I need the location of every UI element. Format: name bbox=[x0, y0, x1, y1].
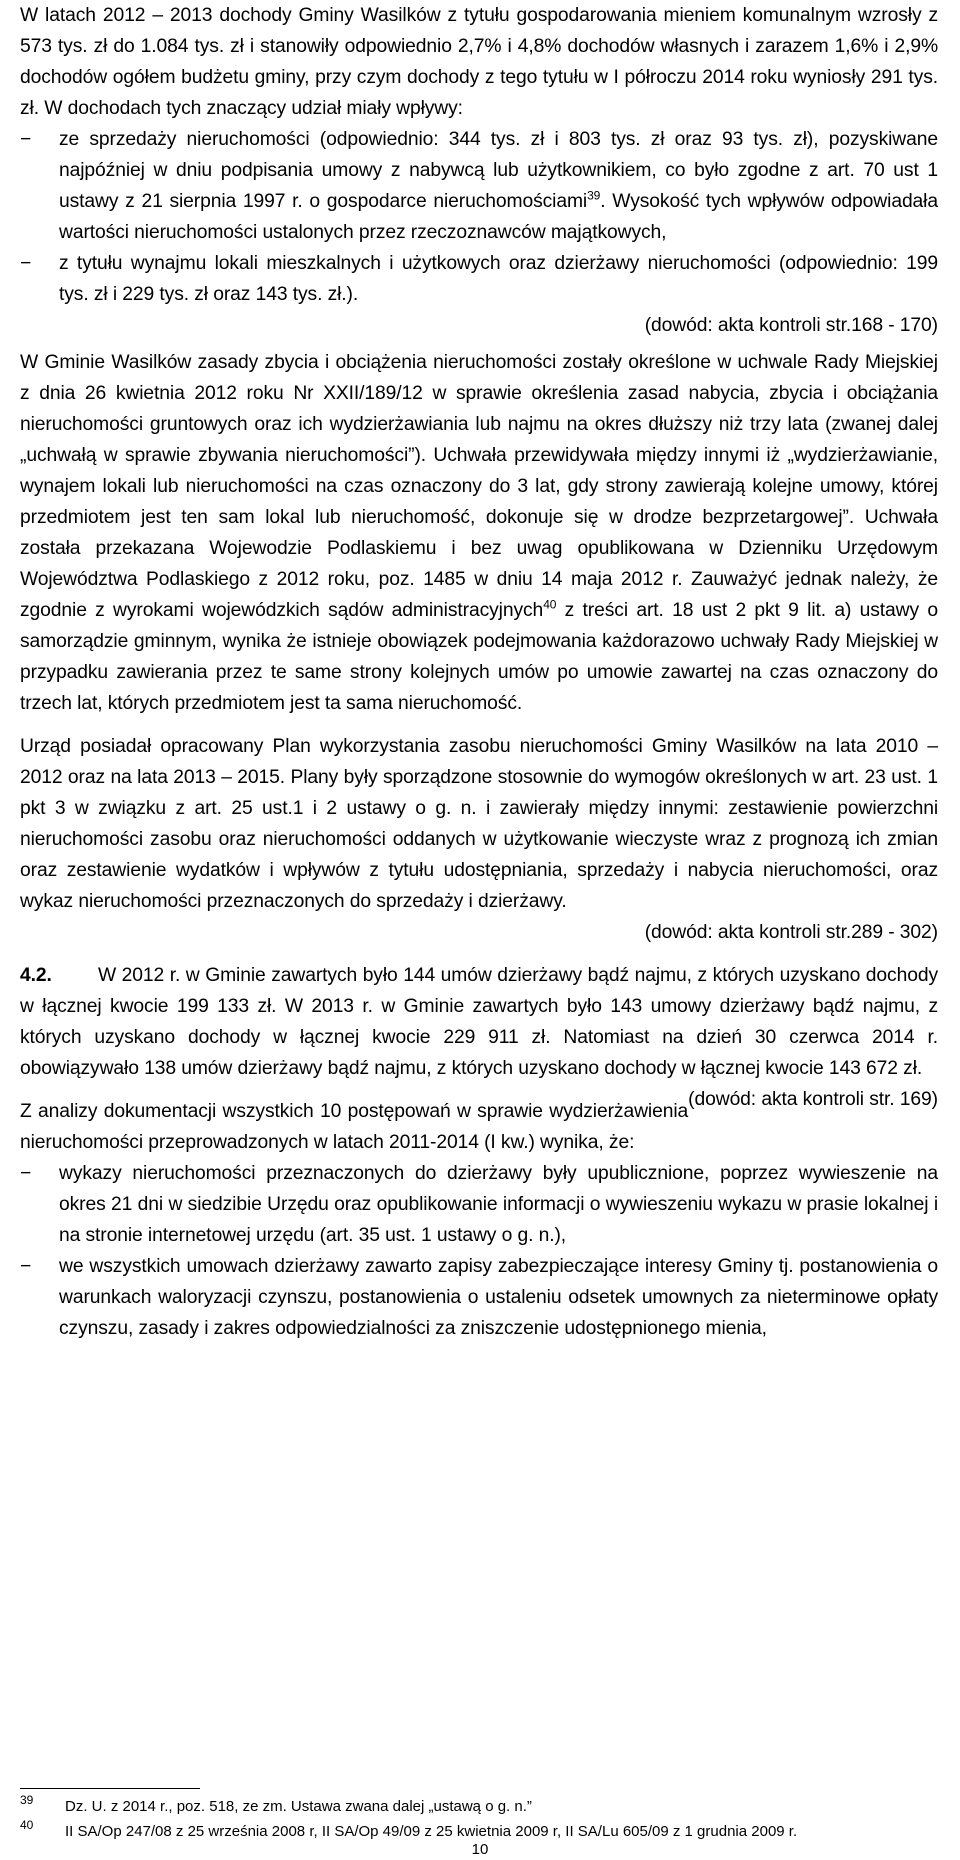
footnote-40 bbox=[20, 1818, 938, 1841]
list-item-contracts-text: we wszystkich umowach dzierżawy zawarto zapisy zabezpieczające interesy Gminy tj. postanowienia o warunkach waloryzacji czynszu, postanowienia o ustaleniu odsetek umownych za nieterminowe opłaty czynszu, zasady i zakres odpowiedzialności za zniszczenie udostępnionego mienia, bbox=[59, 1256, 938, 1339]
evidence-reference: (dowód: akta kontroli str.168 - 170) bbox=[644, 315, 938, 336]
section-text: W 2012 r. w Gminie zawartych było 144 umów dzierżawy bądź najmu, z których uzyskano dochody w łącznej kwocie 199 133 zł. W 2013 r. w Gminie zawartych było 143 umowy dzierżawy bądź najmu, z których uzyskano dochody w łącznej kwocie 229 911 zł. Natomiast na dzień 30 czerwca 2014 r. obowiązywało 138 umów dzierżawy bądź najmu, z których uzyskano dochody w łącznej kwocie 143 672 zł. bbox=[20, 965, 938, 1079]
footnote-number: 39 bbox=[20, 1793, 34, 1807]
evidence-reference: (dowód: akta kontroli str. 169) bbox=[688, 1089, 938, 1110]
list-item-sales bbox=[20, 124, 938, 248]
paragraph-resolution bbox=[20, 347, 938, 719]
page-number: 10 bbox=[471, 1841, 489, 1858]
dash-marker: − bbox=[20, 253, 32, 274]
footnote-ref-39: 39 bbox=[587, 188, 601, 203]
dash-marker: − bbox=[20, 1163, 32, 1184]
list-item-sales-text-cont: . Wysokość tych wpływów odpowiadała wartości nieruchomości ustalonych przez rzeczoznawców majątkowych, bbox=[59, 191, 938, 243]
list-item-rental-text: z tytułu wynajmu lokali mieszkalnych i użytkowych oraz dzierżawy nieruchomości (odpowiednio: 199 tys. zł i 229 tys. zł oraz 143 tys. zł.). bbox=[59, 253, 938, 305]
evidence-reference: (dowód: akta kontroli str.289 - 302) bbox=[644, 922, 938, 943]
list-item-sales-text: ze sprzedaży nieruchomości (odpowiednio: 344 tys. zł i 803 tys. zł oraz 93 tys. zł), pozyskiwane najpóźniej w dniu podpisania umowy z nabywcą lub użytkownikiem, co było zgodne z art. 70 ust 1 ustawy z 21 sierpnia 1997 r. o gospodarce nieruchomościami bbox=[59, 129, 938, 212]
footnote-text: II SA/Op 247/08 z 25 września 2008 r, II SA/Op 49/09 z 25 kwietnia 2009 r, II SA/Lu 605/09 z 1 grudnia 2009 r. bbox=[65, 1823, 798, 1840]
section-number: 4.2. bbox=[20, 965, 52, 986]
paragraph-income-overview: W latach 2012 – 2013 dochody Gminy Wasilków z tytułu gospodarowania mieniem komunalnym wzrosły z 573 tys. zł do 1.084 tys. zł i stanowiły odpowiednio 2,7% i 4,8% dochodów własnych i zarazem 1,6% i 2,9% dochodów ogółem budżetu gminy, przy czym dochody z tego tytułu w I półroczu 2014 roku wyniosły 291 tys. zł. W dochodach tych znaczący udział miały wpływy: bbox=[20, 5, 938, 119]
dash-marker: − bbox=[20, 1256, 32, 1277]
paragraph-section-4-2 bbox=[20, 960, 938, 1110]
list-item-publication bbox=[20, 1158, 938, 1251]
dash-marker: − bbox=[20, 129, 32, 150]
document-body bbox=[20, 0, 938, 1344]
list-item-contracts bbox=[20, 1251, 938, 1344]
paragraph-analysis: Z analizy dokumentacji wszystkich 10 postępowań w sprawie wydzierżawienia nieruchomości przeprowadzonych w latach 2011-2014 (I kw.) wynika, że: bbox=[20, 1101, 689, 1153]
paragraph-resolution-text: W Gminie Wasilków zasady zbycia i obciążenia nieruchomości zostały określone w uchwale Rady Miejskiej z dnia 26 kwietnia 2012 roku Nr XXII/189/12 w sprawie określenia zasad nabycia, zbycia i obciążania nieruchomości gruntowych oraz ich wydzierżawiania lub najmu na okres dłuższy niż trzy lata (zwanej dalej „uchwałą w sprawie zbywania nieruchomości”). Uchwała przewidywała między innymi iż „wydzierżawianie, wynajem lokali lub nieruchomości na czas oznaczony do 3 lat, gdy strony zawierają kolejne umowy, której przedmiotem jest ten sam lokal lub nieruchomość, dokonuje się w drodze bezprzetargowej”. Uchwała została przekazana Wojewodzie Podlaskiemu i bez uwag opublikowana w Dzienniku Urzędowym Województwa Podlaskiego z 2012 roku, poz. 1485 w dniu 14 maja 2012 r. Zauważyć jednak należy, że zgodnie z wyrokami wojewódzkich sądów administracyjnych bbox=[20, 352, 938, 621]
list-item-publication-text: wykazy nieruchomości przeznaczonych do dzierżawy były upublicznione, poprzez wywieszenie na okres 21 dni w siedzibie Urzędu oraz opublikowanie informacji o wywieszeniu wykazu w prasie lokalnej i na stronie internetowej urzędu (art. 35 ust. 1 ustawy o g. n.), bbox=[59, 1163, 938, 1246]
footnotes bbox=[20, 1788, 938, 1841]
paragraph-plan: Urząd posiadał opracowany Plan wykorzystania zasobu nieruchomości Gminy Wasilków na lata 2010 – 2012 oraz na lata 2013 – 2015. Plany były sporządzone stosownie do wymogów określonych w art. 23 ust. 1 pkt 3 w związku z art. 25 ust.1 i 2 ustawy o g. n. i zawierały między innymi: zestawienie powierzchni nieruchomości zasobu oraz nieruchomości oddanych w użytkowanie wieczyste wraz z prognozą ich zmian oraz zestawienie wydatków i wpływów z tytułu udostępniania, sprzedaży i nabycia nieruchomości, oraz wykaz nieruchomości przeznaczonych do sprzedaży i dzierżawy. bbox=[20, 736, 938, 912]
paragraph-resolution-text-cont: z treści art. 18 ust 2 pkt 9 lit. a) ustawy o samorządzie gminnym, wynika że istnieje obowiązek podejmowania każdorazowo uchwały Rady Miejskiej w przypadku zawierania przez te same strony kolejnych umów po umowie zawartej na czas oznaczony do trzech lat, których przedmiotem jest ta sama nieruchomość. bbox=[20, 600, 938, 714]
footnote-divider bbox=[20, 1788, 200, 1789]
list-item-rental bbox=[20, 248, 938, 310]
footnote-ref-40: 40 bbox=[543, 597, 557, 612]
footnote-text: Dz. U. z 2014 r., poz. 518, ze zm. Ustawa zwana dalej „ustawą o g. n.” bbox=[65, 1798, 532, 1815]
footnote-number: 40 bbox=[20, 1818, 34, 1832]
footnote-39 bbox=[20, 1793, 938, 1816]
